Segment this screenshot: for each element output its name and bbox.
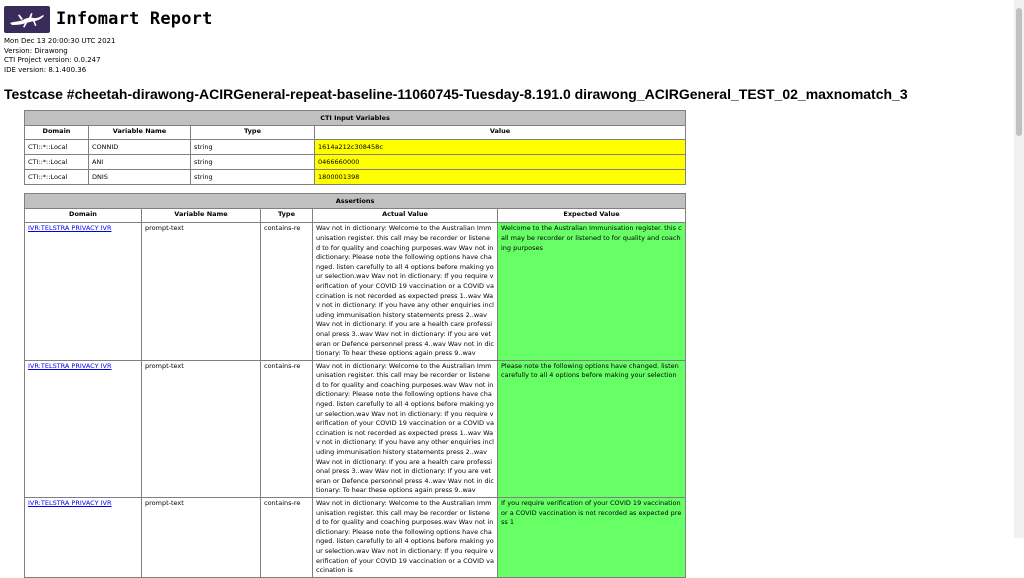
domain-cell: CTI::*::Local (25, 170, 89, 185)
expected-value-cell: Please note the following options have changed. listen carefully to all 4 options before making your selection (498, 360, 686, 497)
vertical-scrollbar[interactable] (1014, 0, 1024, 538)
domain-cell (25, 360, 142, 497)
domain-cell: CTI::*::Local (25, 155, 89, 170)
column-header: Variable Name (89, 126, 191, 140)
type-cell: string (191, 140, 315, 155)
column-header: Type (191, 126, 315, 140)
column-header: Domain (25, 126, 89, 140)
domain-link[interactable]: IVR:TELSTRA PRIVACY IVR (28, 361, 112, 370)
report-header (4, 4, 1014, 34)
lizard-icon (4, 6, 50, 33)
variable-name-cell: DNIS (89, 170, 191, 185)
cti-input-variables-table (24, 110, 686, 185)
scrollbar-thumb[interactable] (1016, 8, 1022, 136)
domain-cell: CTI::*::Local (25, 140, 89, 155)
type-cell: string (191, 170, 315, 185)
variable-name-cell: CONNID (89, 140, 191, 155)
type-cell: contains-re (261, 360, 313, 497)
column-header: Actual Value (313, 209, 498, 223)
variable-name-cell: prompt-text (142, 498, 261, 578)
column-header: Type (261, 209, 313, 223)
type-cell: contains-re (261, 223, 313, 360)
type-cell: string (191, 155, 315, 170)
expected-value-cell: Welcome to the Australian Immunisation register. this call may be recorder or listened to for quality and coaching purposes (498, 223, 686, 360)
actual-value-cell: Wav not in dictionary: Welcome to the Australian Immunisation register. this call may be recorder or listened to for quality and coaching purposes.wav Wav not in dictionary: Please note the following options have changed. listen carefully to all 4 options before making your selection.wav Wav not in dictionary: If you require verification of your COVID 19 vaccination or a COVID vaccination is (313, 498, 498, 578)
report-version: Version: Dirawong (4, 46, 68, 55)
domain-link[interactable]: IVR:TELSTRA PRIVACY IVR (28, 224, 112, 233)
table-row (25, 223, 686, 360)
domain-cell (25, 223, 142, 360)
value-cell: 1800001398 (315, 170, 686, 185)
column-header: Value (315, 126, 686, 140)
domain-link[interactable]: IVR:TELSTRA PRIVACY IVR (28, 499, 112, 507)
report-date: Mon Dec 13 20:00:30 UTC 2021 (4, 37, 116, 45)
table-row (25, 155, 686, 170)
value-cell: 0466660000 (315, 155, 686, 170)
column-header: Domain (25, 209, 142, 223)
ide-version: IDE version: 8.1.400.36 (4, 65, 87, 74)
column-header: Expected Value (498, 209, 686, 223)
actual-value-cell: Wav not in dictionary: Welcome to the Australian Immunisation register. this call may be recorder or listened to for quality and coaching purposes.wav Wav not in dictionary: Please note the following options have changed. listen carefully to all 4 options before making your selection.wav Wav not in dictionary: If you require verification of your COVID 19 vaccination or a COVID vaccination is not recorded as expected press 1..wav Wav not in dictionary: If you have any other enquiries including immunisation history statements press 2..wav Wav not in dictionary: If you are a health care professional press 3..wav Wav not in dictionary: If you are veteran or Defence personnel press 4..wav Wav not in dictionary: To hear these options again press 9..wav (313, 360, 498, 497)
variable-name-cell: ANI (89, 155, 191, 170)
table-row (25, 140, 686, 155)
table-caption: Assertions (25, 194, 686, 209)
value-cell: 1614a212c308458c (315, 140, 686, 155)
report-page (4, 4, 1014, 578)
type-cell: contains-re (261, 498, 313, 578)
actual-value-cell: Wav not in dictionary: Welcome to the Australian Immunisation register. this call may be recorder or listened to for quality and coaching purposes.wav Wav not in dictionary: Please note the following options have changed. listen carefully to all 4 options before making your selection.wav Wav not in dictionary: If you require verification of your COVID 19 vaccination or a COVID vaccination is not recorded as expected press 1..wav Wav not in dictionary: If you have any other enquiries including immunisation history statements press 2..wav Wav not in dictionary: If you are a health care professional press 3..wav Wav not in dictionary: If you are veteran or Defence personnel press 4..wav Wav not in dictionary: To hear these options again press 9..wav (313, 223, 498, 360)
table-row (25, 170, 686, 185)
app-title: Infomart Report (56, 9, 213, 29)
cti-project-version: CTI Project version: 0.0.247 (4, 56, 101, 65)
table-row (25, 360, 686, 497)
table-caption: CTI Input Variables (25, 111, 686, 126)
report-meta (4, 37, 1014, 75)
assertions-table (24, 193, 686, 578)
testcase-title: Testcase #cheetah-dirawong-ACIRGeneral-repeat-baseline-11060745-Tuesday-8.191.0 dirawong_ACIRGeneral_TEST_02_maxnomatch_3 (4, 86, 908, 103)
expected-value-cell: If you require verification of your COVID 19 vaccination or a COVID vaccination is not recorded as expected press 1 (498, 498, 686, 578)
column-header: Variable Name (142, 209, 261, 223)
variable-name-cell: prompt-text (142, 223, 261, 360)
variable-name-cell: prompt-text (142, 360, 261, 497)
